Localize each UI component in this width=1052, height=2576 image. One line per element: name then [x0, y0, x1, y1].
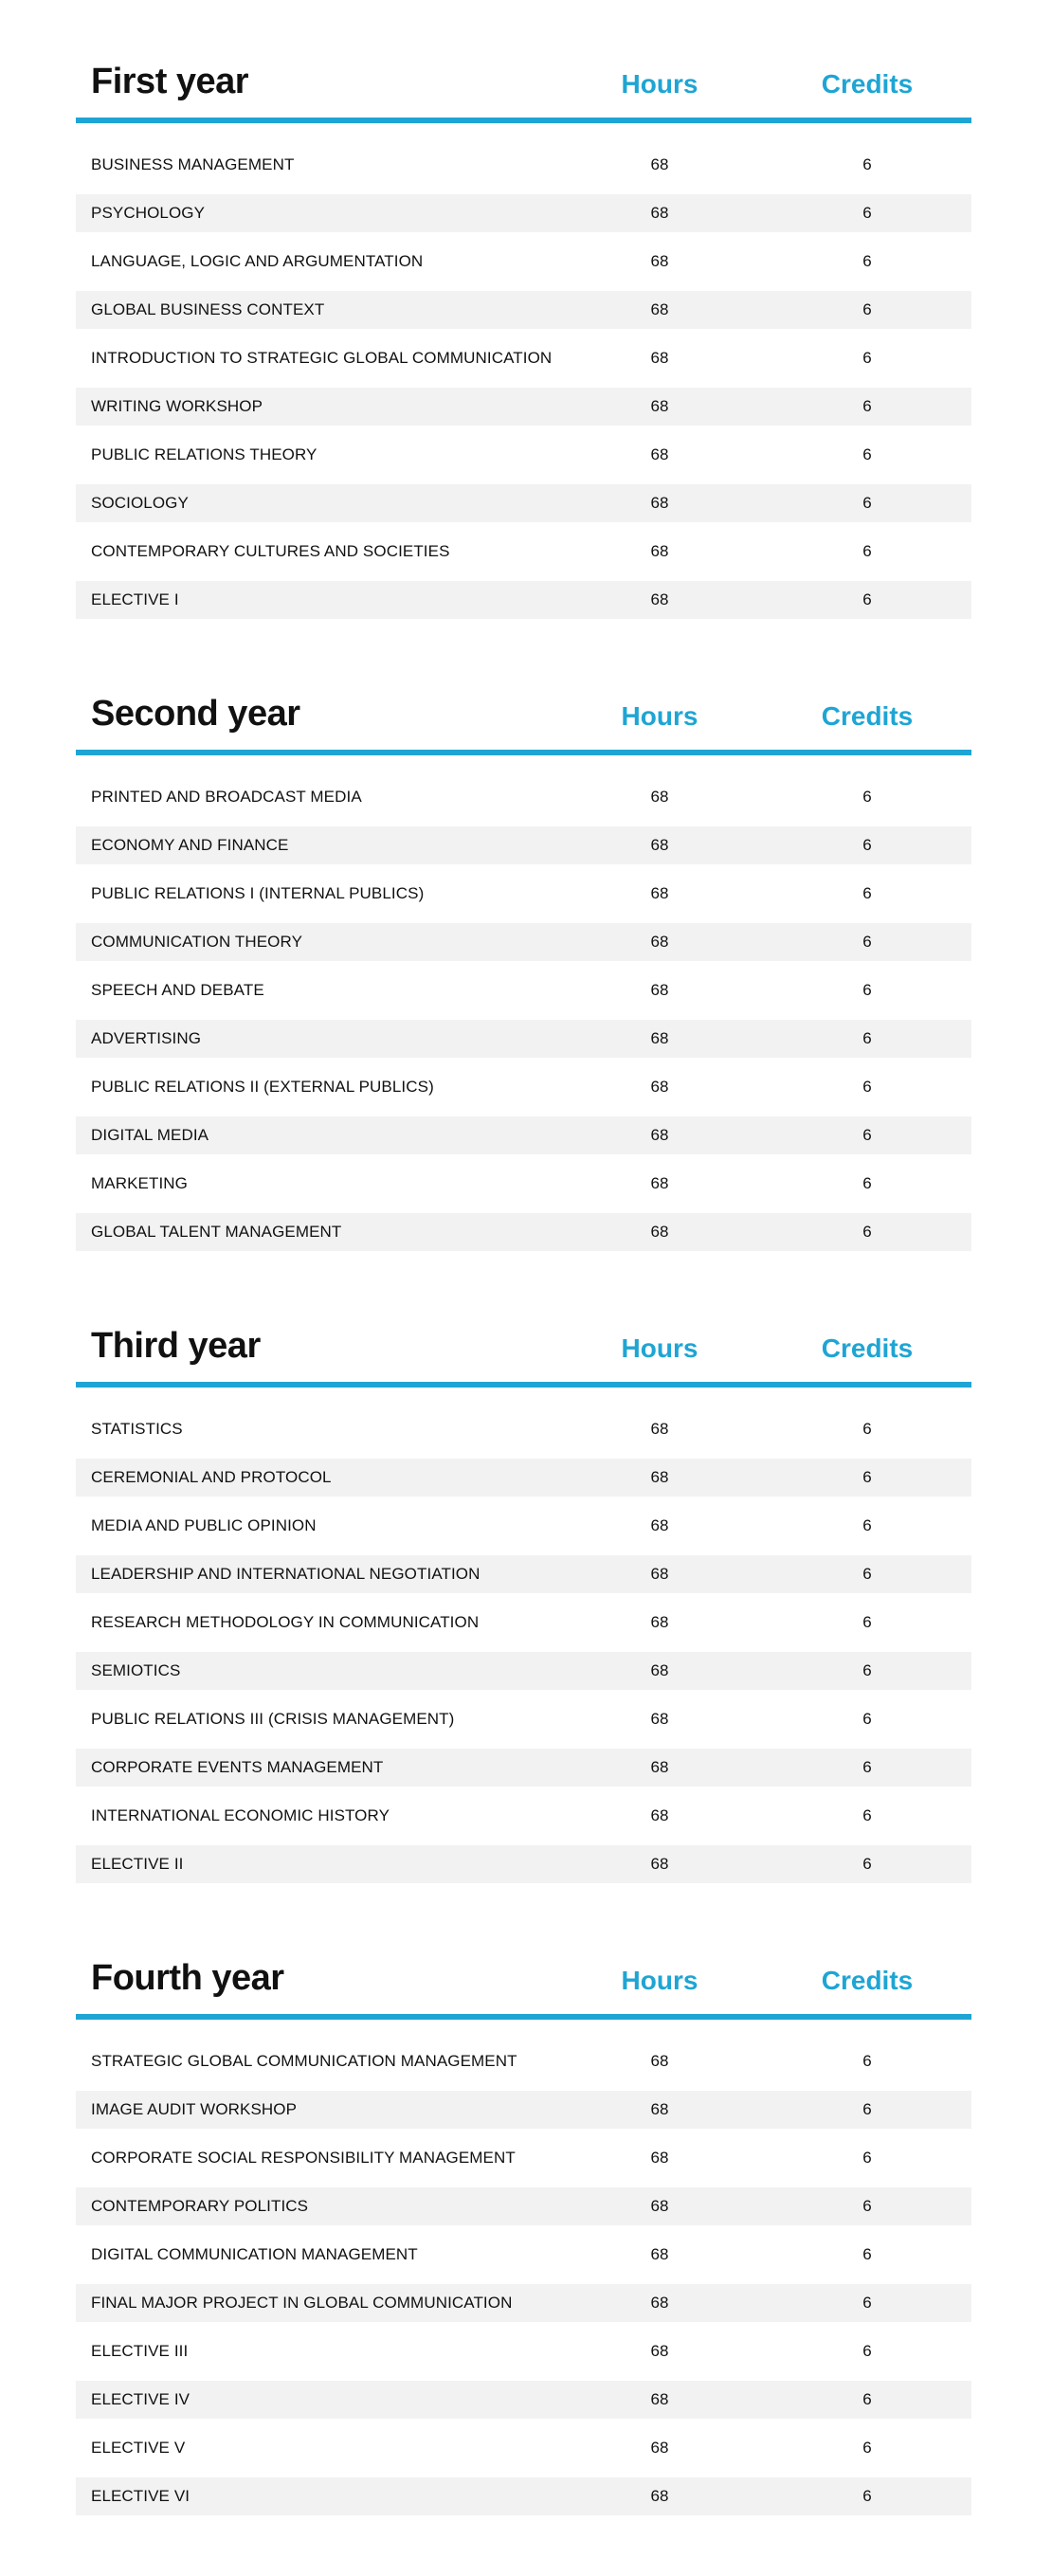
course-hours: 68 — [650, 2245, 669, 2263]
course-credits: 6 — [862, 1710, 872, 1728]
course-name: STATISTICS — [91, 1420, 183, 1438]
course-hours: 68 — [650, 2487, 669, 2505]
year-header — [76, 0, 971, 123]
course-row — [76, 2139, 971, 2177]
course-row — [76, 194, 971, 232]
course-name: PUBLIC RELATIONS III (CRISIS MANAGEMENT) — [91, 1710, 455, 1728]
course-hours: 68 — [650, 2439, 669, 2457]
course-credits: 6 — [862, 1468, 872, 1486]
course-hours: 68 — [650, 1468, 669, 1486]
course-credits: 6 — [862, 1613, 872, 1631]
course-name: ELECTIVE VI — [91, 2487, 190, 2505]
course-row — [76, 1068, 971, 1106]
course-row — [76, 1604, 971, 1642]
course-name: IMAGE AUDIT WORKSHOP — [91, 2100, 298, 2118]
course-name: ELECTIVE III — [91, 2342, 189, 2360]
course-list — [76, 1410, 971, 1883]
year-header — [76, 1896, 971, 2020]
course-credits: 6 — [862, 349, 872, 367]
course-name: SEMIOTICS — [91, 1661, 181, 1679]
course-hours: 68 — [650, 204, 669, 222]
course-name: PRINTED AND BROADCAST MEDIA — [91, 788, 362, 806]
course-name: DIGITAL COMMUNICATION MANAGEMENT — [91, 2245, 418, 2263]
course-row — [76, 146, 971, 184]
course-credits: 6 — [862, 788, 872, 806]
course-name: CONTEMPORARY CULTURES AND SOCIETIES — [91, 542, 450, 560]
course-credits: 6 — [862, 1029, 872, 1047]
course-name: PUBLIC RELATIONS II (EXTERNAL PUBLICS) — [91, 1078, 434, 1096]
course-hours: 68 — [650, 2390, 669, 2408]
year-table-third — [76, 1264, 971, 1894]
course-hours: 68 — [650, 1806, 669, 1824]
course-row — [76, 971, 971, 1009]
course-row — [76, 1555, 971, 1593]
course-hours: 68 — [650, 397, 669, 415]
course-row — [76, 2091, 971, 2129]
course-row — [76, 484, 971, 522]
course-hours: 68 — [650, 2149, 669, 2167]
course-hours: 68 — [650, 349, 669, 367]
course-hours: 68 — [650, 981, 669, 999]
course-hours: 68 — [650, 300, 669, 318]
course-name: INTRODUCTION TO STRATEGIC GLOBAL COMMUNICATION — [91, 349, 553, 367]
course-name: GLOBAL TALENT MANAGEMENT — [91, 1223, 342, 1241]
course-credits: 6 — [862, 445, 872, 463]
course-row — [76, 1797, 971, 1835]
course-row — [76, 533, 971, 571]
course-name: MARKETING — [91, 1174, 188, 1192]
course-hours: 68 — [650, 1661, 669, 1679]
course-hours: 68 — [650, 1710, 669, 1728]
year-header — [76, 1264, 971, 1388]
course-credits: 6 — [862, 397, 872, 415]
course-name: INTERNATIONAL ECONOMIC HISTORY — [91, 1806, 390, 1824]
course-credits: 6 — [862, 2390, 872, 2408]
hours-column-header: Hours — [621, 701, 698, 731]
course-credits: 6 — [862, 2197, 872, 2215]
course-hours: 68 — [650, 252, 669, 270]
course-credits: 6 — [862, 2052, 872, 2070]
course-name: ECONOMY AND FINANCE — [91, 836, 289, 854]
course-name: ELECTIVE I — [91, 590, 179, 608]
course-name: CORPORATE EVENTS MANAGEMENT — [91, 1758, 384, 1776]
credits-column-header: Credits — [821, 69, 914, 99]
course-hours: 68 — [650, 445, 669, 463]
course-row — [76, 1749, 971, 1787]
course-name: BUSINESS MANAGEMENT — [91, 155, 295, 173]
course-credits: 6 — [862, 836, 872, 854]
course-credits: 6 — [862, 252, 872, 270]
course-name: ELECTIVE II — [91, 1855, 184, 1873]
course-name: SPEECH AND DEBATE — [91, 981, 264, 999]
course-hours: 68 — [650, 788, 669, 806]
course-name: ELECTIVE IV — [91, 2390, 190, 2408]
course-hours: 68 — [650, 155, 669, 173]
course-row — [76, 826, 971, 864]
course-hours: 68 — [650, 1420, 669, 1438]
course-name: GLOBAL BUSINESS CONTEXT — [91, 300, 325, 318]
course-row — [76, 1459, 971, 1497]
course-hours: 68 — [650, 1029, 669, 1047]
course-credits: 6 — [862, 884, 872, 902]
course-hours: 68 — [650, 2100, 669, 2118]
course-row — [76, 923, 971, 961]
course-name: STRATEGIC GLOBAL COMMUNICATION MANAGEMENT — [91, 2052, 517, 2070]
course-row — [76, 388, 971, 426]
course-row — [76, 1845, 971, 1883]
course-row — [76, 2042, 971, 2080]
course-credits: 6 — [862, 1223, 872, 1241]
course-credits: 6 — [862, 2245, 872, 2263]
course-name: CORPORATE SOCIAL RESPONSIBILITY MANAGEMENT — [91, 2149, 516, 2167]
year-table-first — [76, 0, 971, 629]
course-name: LANGUAGE, LOGIC AND ARGUMENTATION — [91, 252, 424, 270]
course-hours: 68 — [650, 1126, 669, 1144]
course-hours: 68 — [650, 836, 669, 854]
course-credits: 6 — [862, 2100, 872, 2118]
hours-column-header: Hours — [621, 1966, 698, 1995]
course-name: FINAL MAJOR PROJECT IN GLOBAL COMMUNICATION — [91, 2294, 513, 2312]
course-hours: 68 — [650, 1855, 669, 1873]
course-row — [76, 1410, 971, 1448]
course-credits: 6 — [862, 2294, 872, 2312]
course-credits: 6 — [862, 1420, 872, 1438]
year-table-fourth — [76, 1896, 971, 2526]
year-header — [76, 632, 971, 755]
course-row — [76, 436, 971, 474]
year-title: Second year — [91, 694, 300, 734]
course-credits: 6 — [862, 2487, 872, 2505]
course-name: DIGITAL MEDIA — [91, 1126, 209, 1144]
course-hours: 68 — [650, 1223, 669, 1241]
course-hours: 68 — [650, 2197, 669, 2215]
course-list — [76, 146, 971, 619]
course-name: SOCIOLOGY — [91, 494, 189, 512]
course-hours: 68 — [650, 2294, 669, 2312]
course-row — [76, 581, 971, 619]
course-row — [76, 1165, 971, 1203]
credits-column-header: Credits — [821, 1333, 914, 1363]
course-name: CONTEMPORARY POLITICS — [91, 2197, 309, 2215]
course-credits: 6 — [862, 494, 872, 512]
course-list — [76, 2042, 971, 2515]
course-hours: 68 — [650, 1078, 669, 1096]
course-row — [76, 2332, 971, 2370]
course-name: RESEARCH METHODOLOGY IN COMMUNICATION — [91, 1613, 480, 1631]
course-hours: 68 — [650, 1565, 669, 1583]
course-credits: 6 — [862, 590, 872, 608]
course-hours: 68 — [650, 2052, 669, 2070]
course-name: ELECTIVE V — [91, 2439, 186, 2457]
credits-column-header: Credits — [821, 701, 914, 731]
course-row — [76, 243, 971, 281]
course-credits: 6 — [862, 1516, 872, 1534]
course-hours: 68 — [650, 1613, 669, 1631]
course-hours: 68 — [650, 542, 669, 560]
year-table-second — [76, 632, 971, 1261]
course-hours: 68 — [650, 590, 669, 608]
course-hours: 68 — [650, 884, 669, 902]
year-title: Third year — [91, 1326, 261, 1366]
year-title: First year — [91, 62, 249, 101]
course-credits: 6 — [862, 1758, 872, 1776]
course-credits: 6 — [862, 981, 872, 999]
course-hours: 68 — [650, 1174, 669, 1192]
course-name: PUBLIC RELATIONS I (INTERNAL PUBLICS) — [91, 884, 425, 902]
course-credits: 6 — [862, 1174, 872, 1192]
course-hours: 68 — [650, 1758, 669, 1776]
course-credits: 6 — [862, 2149, 872, 2167]
course-name: MEDIA AND PUBLIC OPINION — [91, 1516, 317, 1534]
course-row — [76, 2381, 971, 2419]
course-credits: 6 — [862, 542, 872, 560]
course-row — [76, 1213, 971, 1251]
year-title: Fourth year — [91, 1958, 284, 1998]
credits-column-header: Credits — [821, 1966, 914, 1995]
course-row — [76, 1700, 971, 1738]
course-hours: 68 — [650, 1516, 669, 1534]
course-credits: 6 — [862, 1855, 872, 1873]
hours-column-header: Hours — [621, 1333, 698, 1363]
course-row — [76, 339, 971, 377]
course-name: PSYCHOLOGY — [91, 204, 206, 222]
course-row — [76, 2284, 971, 2322]
course-name: PUBLIC RELATIONS THEORY — [91, 445, 317, 463]
course-credits: 6 — [862, 933, 872, 951]
course-row — [76, 291, 971, 329]
course-row — [76, 1116, 971, 1154]
course-row — [76, 1507, 971, 1545]
course-credits: 6 — [862, 2342, 872, 2360]
course-row — [76, 1020, 971, 1058]
course-hours: 68 — [650, 2342, 669, 2360]
course-row — [76, 1652, 971, 1690]
course-row — [76, 2187, 971, 2225]
course-row — [76, 2429, 971, 2467]
course-credits: 6 — [862, 2439, 872, 2457]
course-credits: 6 — [862, 1078, 872, 1096]
course-credits: 6 — [862, 300, 872, 318]
course-credits: 6 — [862, 1565, 872, 1583]
course-name: LEADERSHIP AND INTERNATIONAL NEGOTIATION — [91, 1565, 481, 1583]
course-row — [76, 778, 971, 816]
course-credits: 6 — [862, 1806, 872, 1824]
course-credits: 6 — [862, 1126, 872, 1144]
hours-column-header: Hours — [621, 69, 698, 99]
course-hours: 68 — [650, 933, 669, 951]
course-list — [76, 778, 971, 1251]
course-name: CEREMONIAL AND PROTOCOL — [91, 1468, 332, 1486]
course-credits: 6 — [862, 155, 872, 173]
course-row — [76, 2236, 971, 2274]
course-name: ADVERTISING — [91, 1029, 202, 1047]
course-credits: 6 — [862, 1661, 872, 1679]
course-credits: 6 — [862, 204, 872, 222]
course-row — [76, 2477, 971, 2515]
course-row — [76, 875, 971, 913]
course-name: COMMUNICATION THEORY — [91, 933, 303, 951]
course-name: WRITING WORKSHOP — [91, 397, 263, 415]
course-hours: 68 — [650, 494, 669, 512]
